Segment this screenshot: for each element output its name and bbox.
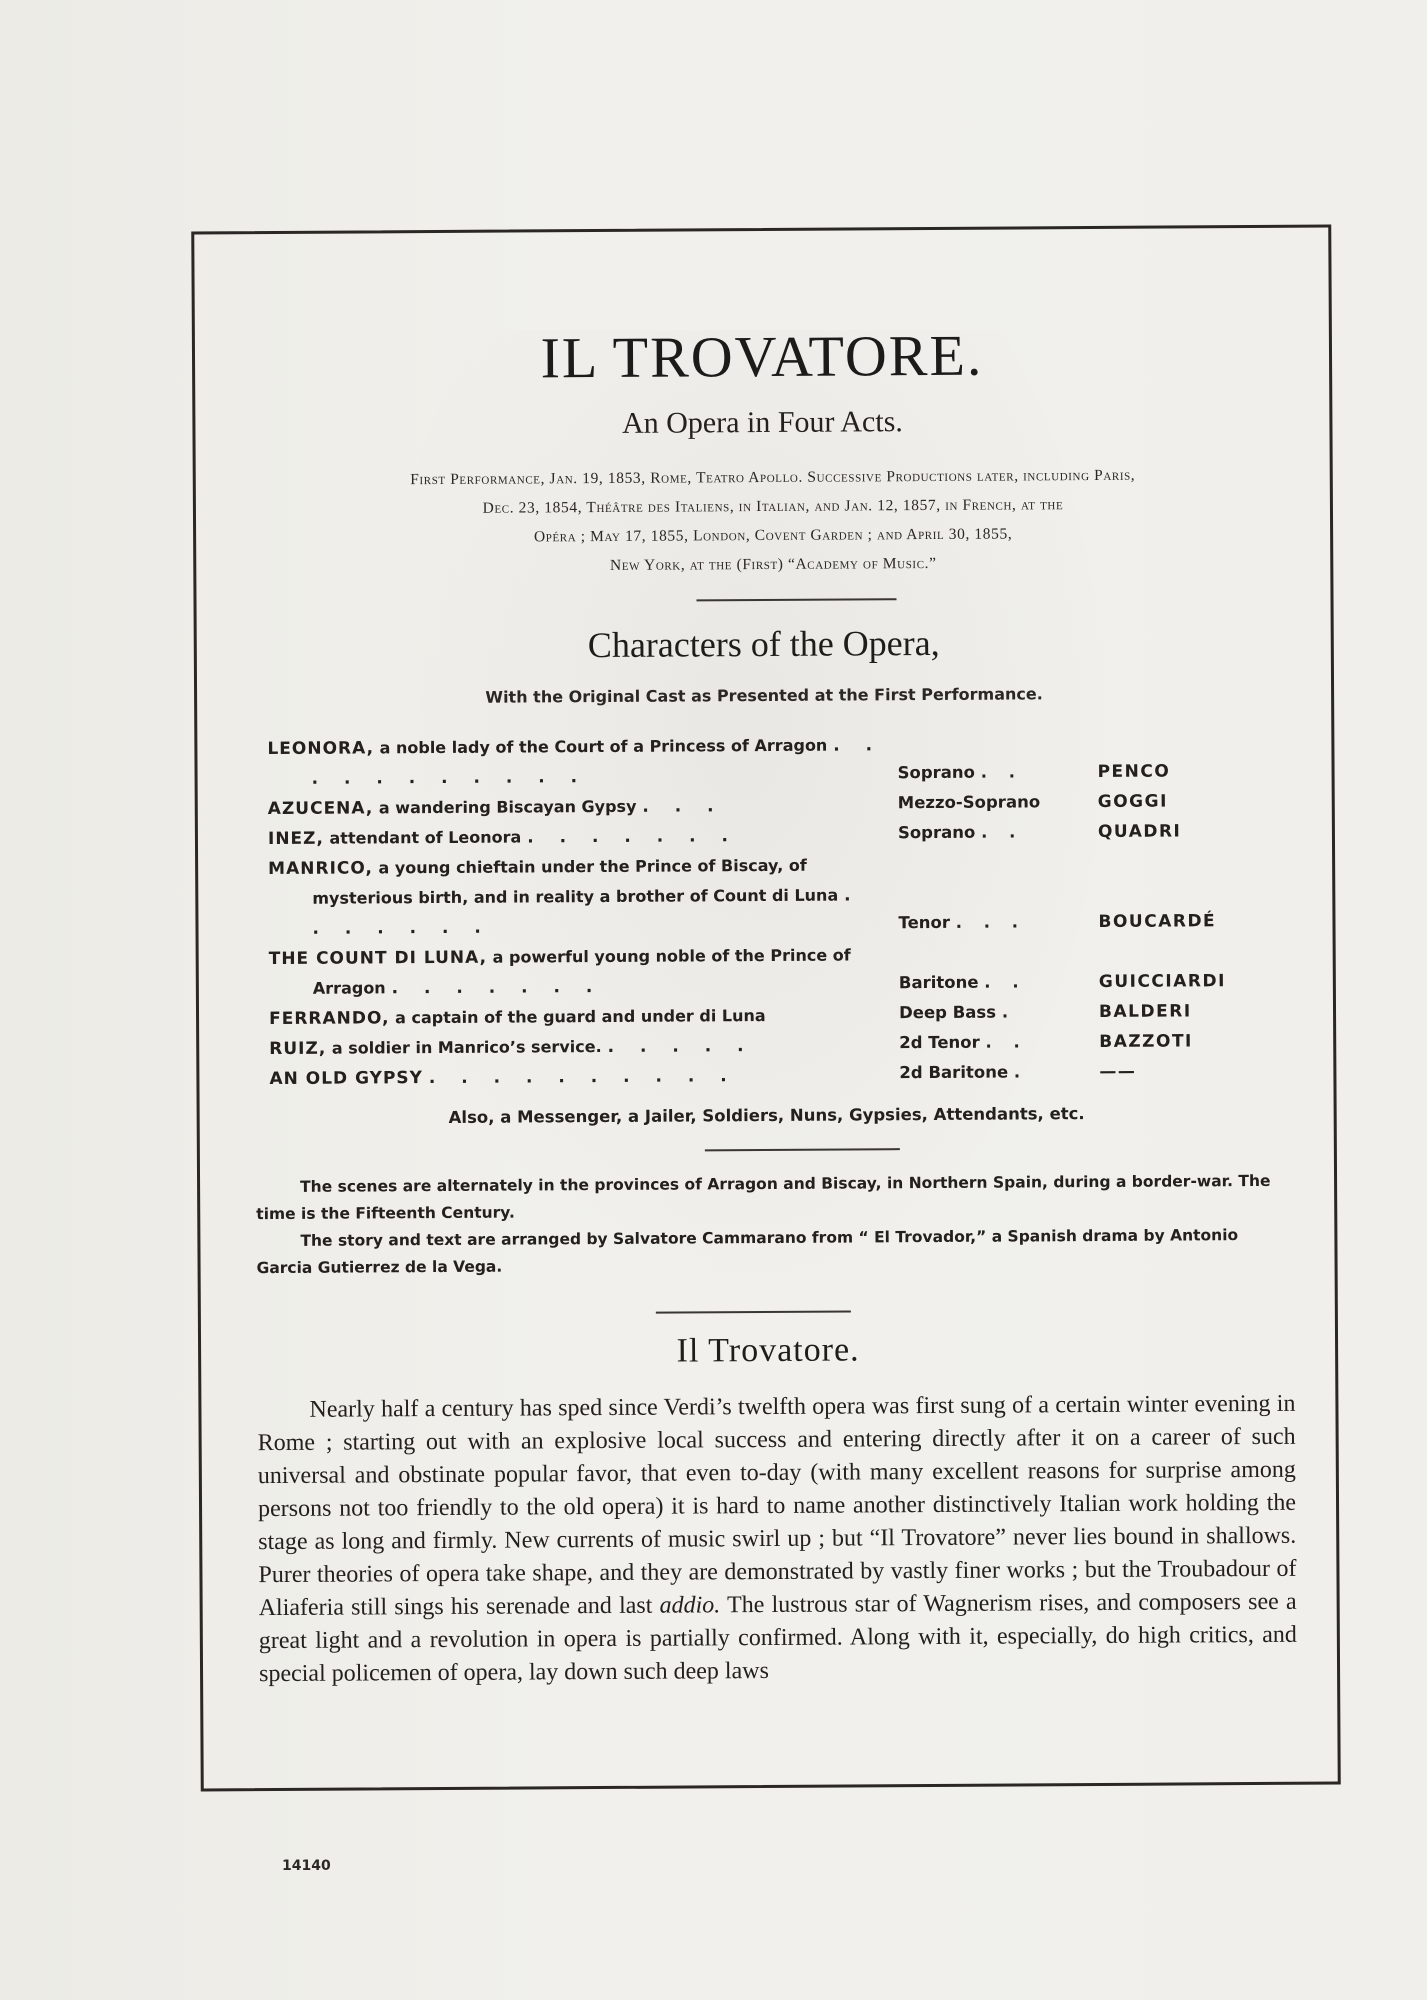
- character-desc: a young chieftain under the Prince of Biscay, of mysterious birth, and in reality a brother of Count di Luna: [312, 855, 839, 908]
- role-description: THE COUNT DI LUNA, a powerful young noble of the Prince of Arragon . . . . . . .: [268, 945, 851, 999]
- opera-subtitle: An Opera in Four Acts.: [621, 405, 903, 440]
- voice-type: Baritone . .: [898, 972, 1027, 993]
- singer-name: GUICCIARDI: [1098, 971, 1226, 992]
- voice-type: Deep Bass .: [898, 1002, 1017, 1023]
- frame-content: [194, 228, 1337, 1789]
- bordered-frame: [191, 225, 1341, 1792]
- role-description: LEONORA, a noble lady of the Court of a Princess of Arragon . . . . . . . . . . .: [267, 735, 883, 789]
- character-desc: a powerful young noble of the Prince of Arragon: [312, 945, 851, 998]
- singer-name: BALDERI: [1098, 1001, 1192, 1022]
- role-description: [269, 1000, 889, 1034]
- voice-type: 2d Tenor . .: [899, 1032, 1028, 1053]
- essay-heading: Il Trovatore.: [676, 1331, 860, 1370]
- scene-paragraph: The scenes are alternately in the provinces of Arragon and Biscay, in Northern Spain, during a border-war. The time is the Fifteenth Century.: [256, 1171, 1271, 1224]
- singer-name: BOUCARDÉ: [1098, 911, 1217, 932]
- character-name: AN OLD GYPSY: [269, 1068, 424, 1090]
- voice-type: 2d Baritone .: [899, 1062, 1029, 1083]
- singer-name: GOGGI: [1097, 791, 1168, 812]
- character-name: INEZ,: [267, 828, 324, 850]
- voice-type: Tenor . . .: [898, 912, 1027, 933]
- role-description: INEZ, attendant of Leonora . . . . . . .: [267, 826, 739, 850]
- page-number: 14140: [282, 1858, 331, 1874]
- opera-title: IL TROVATORE.: [540, 322, 984, 391]
- performance-line: First Performance, Jan. 19, 1853, Rome, Teatro Apollo. Successive Productions later, including Paris,: [410, 466, 1136, 489]
- divider-rule: [656, 1310, 851, 1313]
- italic-word: addio.: [659, 1592, 721, 1619]
- singer-name: ——: [1099, 1061, 1137, 1082]
- divider-rule: [697, 598, 897, 601]
- voice-type: Soprano . .: [897, 762, 1024, 783]
- cast-row: [267, 728, 1277, 794]
- character-desc: a wandering Biscayan Gypsy: [373, 796, 637, 818]
- voice-type: Mezzo-Soprano: [897, 792, 1041, 813]
- performance-line: Opéra ; May 17, 1855, London, Covent Garden ; and April 30, 1855,: [533, 525, 1013, 546]
- character-name: MANRICO,: [268, 858, 373, 880]
- cast-note: With the Original Cast as Presented at the First Performance.: [485, 684, 1043, 707]
- singer-name: QUADRI: [1097, 821, 1182, 842]
- character-name: THE COUNT DI LUNA,: [268, 947, 488, 970]
- character-name: LEONORA,: [267, 738, 375, 760]
- performance-history: [236, 460, 1311, 583]
- voice-type: Soprano . .: [897, 822, 1024, 843]
- character-desc: a noble lady of the Court of a Princess of Arragon: [373, 735, 828, 758]
- cast-row: [269, 938, 1279, 1004]
- cast-list: [267, 728, 1279, 1094]
- character-desc: a captain of the guard and under di Luna: [389, 1006, 766, 1028]
- role-description: MANRICO, a young chieftain under the Prince of Biscay, of mysterious birth, and in reality a brother of Count di Luna . . . . . . .: [268, 855, 861, 939]
- performance-line: New York, at the (First) “Academy of Music.”: [609, 554, 937, 574]
- divider-rule: [705, 1148, 900, 1151]
- characters-heading: Characters of the Opera,: [587, 622, 940, 666]
- role-description: RUIZ, a soldier in Manrico’s service. . . . . .: [269, 1036, 754, 1060]
- singer-name: PENCO: [1097, 761, 1171, 782]
- essay-paragraph: Nearly half a century has sped since Verdi’s twelfth opera was first sung of a certain winter evening in Rome ; starting out with an explosive local success and entering directly after it on a career of such universal and obstinate popular favor, that even to-day (with many excellent reasons for surprise among persons not too friendly to the old opera) it is hard to name another distinctively Italian work holding the stage as long and firmly. New currents of music swirl up ; but “Il Trovatore” never lies bound in shallows. Purer theories of opera take shape, and they are demonstrated by vastly finer works ; but the Troubadour of Aliaferia still sings his serenade and last addio. The lustrous star of Wagnerism rises, and composers see a great light and a revolution in opera is partially confirmed. Along with it, especially, do high critics, and special policemen of opera, lay down such deep laws: [257, 1390, 1297, 1688]
- additional-characters: Also, a Messenger, a Jailer, Soldiers, Nuns, Gypsies, Attendants, etc.: [448, 1104, 1085, 1127]
- singer-name: BAZZOTI: [1099, 1031, 1193, 1052]
- scene-paragraph: The story and text are arranged by Salvatore Cammarano from “ El Trovador,” a Spanish drama by Antonio Garcia Gutierrez de la Vega.: [256, 1226, 1239, 1278]
- scene-notes: [256, 1168, 1295, 1282]
- character-desc: a soldier in Manrico’s service.: [326, 1037, 602, 1058]
- role-description: AN OLD GYPSY . . . . . . . . . .: [269, 1066, 737, 1090]
- cast-row: [269, 1058, 1279, 1094]
- essay-text: [257, 1388, 1297, 1691]
- character-name: FERRANDO,: [268, 1008, 390, 1030]
- character-desc: attendant of Leonora: [323, 827, 522, 848]
- performance-line: Dec. 23, 1854, Théâtre des Italiens, in Italian, and Jan. 12, 1857, in French, at the: [482, 496, 1064, 517]
- role-description: AZUCENA, a wandering Biscayan Gypsy . . .: [267, 796, 724, 820]
- character-name: RUIZ,: [269, 1038, 327, 1060]
- cast-row: [268, 848, 1279, 944]
- character-name: AZUCENA,: [267, 798, 374, 820]
